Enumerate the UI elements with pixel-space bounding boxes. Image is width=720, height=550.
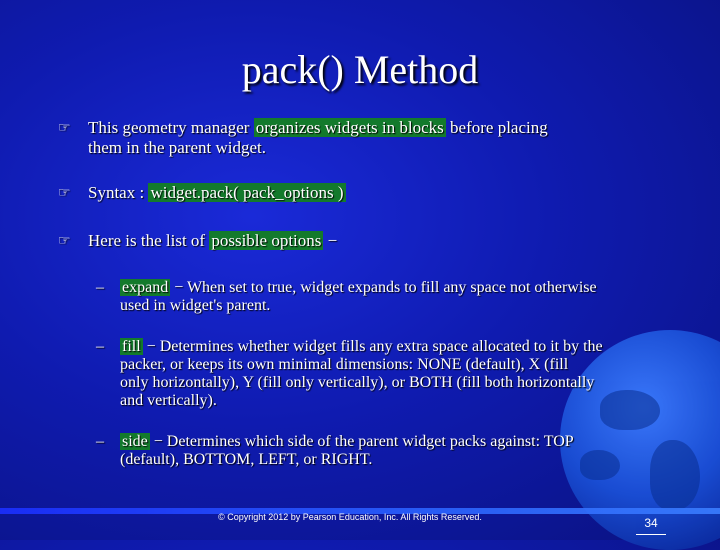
bullet-text: −	[323, 231, 338, 250]
highlighted-term: possible options	[211, 231, 322, 250]
pointing-hand-icon: ☞	[58, 233, 71, 249]
bullet-text: Here is the list of	[88, 231, 210, 250]
option-name: fill	[122, 338, 141, 355]
highlighted-term: organizes widgets in blocks	[255, 118, 444, 137]
option-text: (default), BOTTOM, LEFT, or RIGHT.	[120, 451, 373, 468]
dash-marker: –	[96, 338, 104, 355]
option-text: packer, or keeps its own minimal dimensions: NONE (default), X (fill	[120, 356, 569, 373]
slide-title: pack() Method	[241, 47, 479, 92]
page-number: 34	[636, 512, 666, 535]
bullet-text: them in the parent widget.	[88, 138, 266, 157]
bullet-text: before placing	[445, 118, 548, 137]
dash-marker: –	[96, 279, 104, 296]
option-text: − Determines whether widget fills any extra space allocated to it by the	[142, 338, 603, 355]
option-expand	[96, 279, 676, 319]
bullet-item-1	[60, 118, 660, 158]
option-name: expand	[122, 279, 169, 296]
option-side	[96, 433, 676, 473]
bullet-item-2	[60, 183, 660, 205]
option-text: only horizontally), Y (fill only vertically), or BOTH (fill both horizontally	[120, 374, 595, 391]
pointing-hand-icon: ☞	[58, 185, 71, 201]
option-text: − When set to true, widget expands to fill any space not otherwise	[170, 279, 597, 296]
pointing-hand-icon: ☞	[58, 120, 71, 136]
dash-marker: –	[96, 433, 104, 450]
option-text: − Determines which side of the parent widget packs against: TOP	[149, 433, 574, 450]
bullet-item-3	[60, 231, 660, 253]
bullet-text: This geometry manager	[88, 118, 254, 137]
bullet-text: Syntax :	[88, 183, 149, 202]
option-name: side	[122, 433, 148, 450]
highlighted-term: widget.pack( pack_options )	[150, 183, 344, 202]
copyright-footer: © Copyright 2012 by Pearson Education, Inc. All Rights Reserved.	[218, 512, 482, 522]
option-text: and vertically).	[120, 392, 217, 409]
option-fill	[96, 338, 676, 414]
option-text: used in widget's parent.	[120, 297, 271, 314]
